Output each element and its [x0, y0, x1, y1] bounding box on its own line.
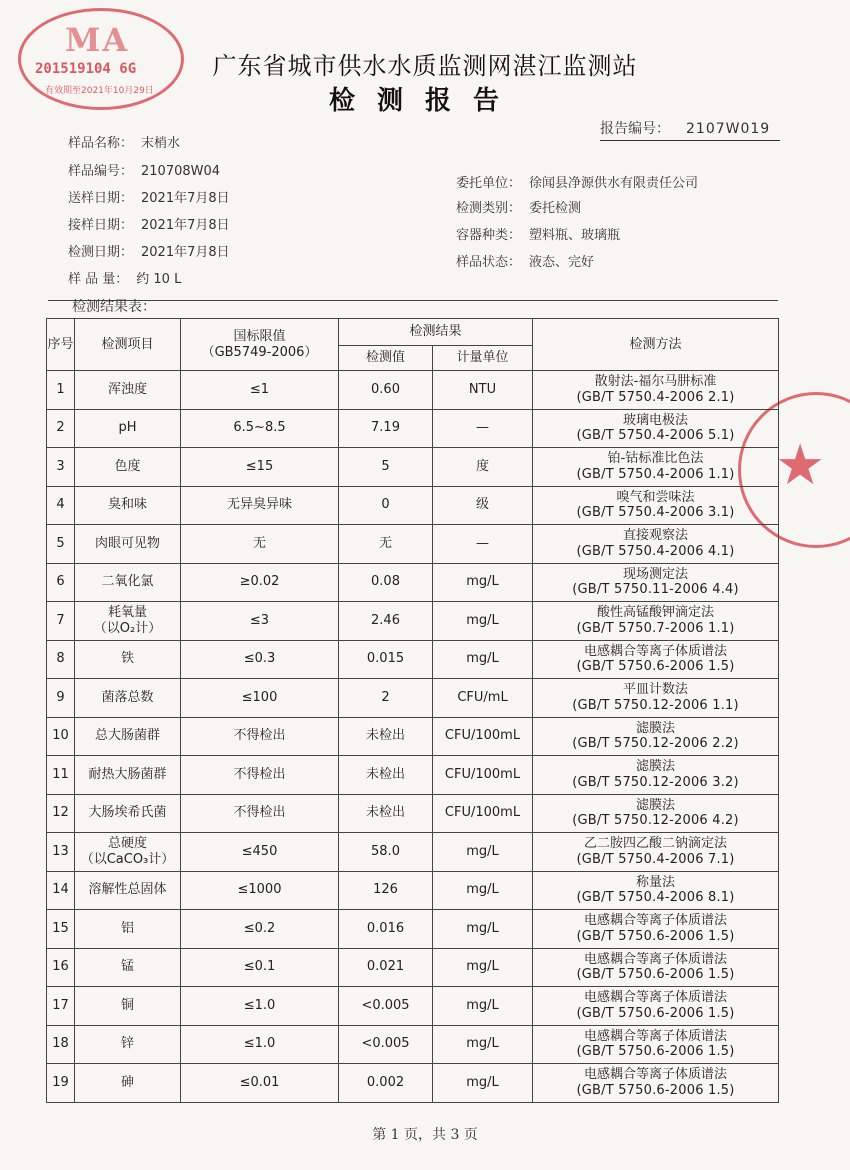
- table-row: [47, 871, 779, 910]
- cell-item: [75, 910, 181, 949]
- cell-seq: 10: [47, 717, 75, 756]
- table-row: [47, 1025, 779, 1064]
- table-row: [47, 717, 779, 756]
- cell-item-name: 二氧化氯: [101, 574, 154, 590]
- method-name: 酸性高锰酸钾滴定法: [597, 605, 715, 621]
- method-standard-code: (GB/T 5750.6-2006 1.5): [576, 967, 735, 983]
- method-standard-code: (GB/T 5750.12-2006 1.1): [572, 697, 739, 713]
- cell-unit: —: [433, 525, 533, 564]
- sample-info-test-category: 检测类别： 委托检测: [456, 201, 582, 216]
- cell-value: 5: [339, 448, 433, 487]
- cell-item: [75, 948, 181, 987]
- sample-info-state: 样品状态： 液态、完好: [456, 255, 595, 270]
- results-heading: 检测结果表：: [72, 299, 156, 315]
- cell-limit: ≤1000: [181, 871, 339, 910]
- cell-unit: CFU/100mL: [433, 794, 533, 833]
- cell-seq: 18: [47, 1025, 75, 1064]
- method-name: 电感耦合等离子体质谱法: [584, 1028, 728, 1044]
- header-item: 检测项目: [75, 319, 181, 371]
- report-number-value: 2107W019: [686, 121, 771, 137]
- cell-limit: ≤1.0: [181, 987, 339, 1026]
- cell-seq: 19: [47, 1064, 75, 1103]
- sample-info-name: 样品名称： 末梢水: [68, 136, 181, 151]
- cell-seq: 3: [47, 448, 75, 487]
- cell-limit: 无异臭异味: [181, 486, 339, 525]
- cell-seq: 6: [47, 563, 75, 602]
- cell-item-subtitle: （以O₂计）: [93, 620, 162, 636]
- cell-limit: ≤0.1: [181, 948, 339, 987]
- cell-unit: mg/L: [433, 1064, 533, 1103]
- cell-method: [533, 1064, 779, 1103]
- method-standard-code: (GB/T 5750.6-2006 1.5): [576, 1005, 735, 1021]
- cell-item-name: 耐热大肠菌群: [88, 766, 167, 782]
- sample-info-receive-date: 接样日期： 2021年7月8日: [68, 218, 230, 233]
- cell-item: [75, 525, 181, 564]
- cell-item: [75, 833, 181, 872]
- heading-divider: [48, 300, 778, 301]
- cell-method: [533, 717, 779, 756]
- method-name: 电感耦合等离子体质谱法: [584, 1067, 728, 1083]
- cell-method: [533, 794, 779, 833]
- cell-item-subtitle: （以CaCO₃计）: [80, 851, 175, 867]
- cell-method: [533, 679, 779, 718]
- cell-unit: mg/L: [433, 602, 533, 641]
- sample-info-container: 容器种类： 塑料瓶、玻璃瓶: [456, 228, 621, 243]
- method-name: 玻璃电极法: [623, 412, 689, 428]
- table-row: [47, 371, 779, 410]
- cell-seq: 13: [47, 833, 75, 872]
- cell-limit: ≤3: [181, 602, 339, 641]
- cell-seq: 15: [47, 910, 75, 949]
- cell-item: [75, 794, 181, 833]
- report-number-label: 报告编号：: [600, 121, 670, 137]
- table-row: [47, 987, 779, 1026]
- table-row: [47, 910, 779, 949]
- sample-info-quantity: 样 品 量： 约 10 L: [68, 272, 182, 287]
- cell-item-name: 锌: [120, 1036, 134, 1052]
- cell-item-name: 浑浊度: [107, 381, 147, 397]
- cell-value: 未检出: [339, 756, 433, 795]
- method-standard-code: (GB/T 5750.12-2006 2.2): [572, 736, 739, 752]
- cell-limit: ≤0.01: [181, 1064, 339, 1103]
- header-limit-line1: 国标限值: [233, 328, 286, 344]
- cell-item: [75, 371, 181, 410]
- cell-item: [75, 871, 181, 910]
- cell-limit: 不得检出: [181, 794, 339, 833]
- cell-value: 126: [339, 871, 433, 910]
- cell-unit: mg/L: [433, 871, 533, 910]
- cell-limit: 不得检出: [181, 756, 339, 795]
- cell-value: 0.08: [339, 563, 433, 602]
- table-row: [47, 563, 779, 602]
- cell-item: [75, 486, 181, 525]
- cell-method: [533, 486, 779, 525]
- method-standard-code: (GB/T 5750.11-2006 4.4): [572, 582, 739, 598]
- cell-limit: ≤100: [181, 679, 339, 718]
- method-standard-code: (GB/T 5750.12-2006 4.2): [572, 813, 739, 829]
- cell-item: [75, 717, 181, 756]
- cell-method: [533, 525, 779, 564]
- header-result-group: 检测结果: [339, 319, 533, 346]
- cell-unit: mg/L: [433, 948, 533, 987]
- header-value: 检测值: [339, 346, 433, 371]
- method-standard-code: (GB/T 5750.4-2006 1.1): [576, 466, 735, 482]
- cell-seq: 12: [47, 794, 75, 833]
- method-name: 滤膜法: [636, 759, 676, 775]
- sample-info-delivery-date: 送样日期： 2021年7月8日: [68, 191, 230, 206]
- cell-value: 0.002: [339, 1064, 433, 1103]
- method-name: 散射法-福尔马肼标准: [594, 374, 717, 390]
- cell-seq: 8: [47, 640, 75, 679]
- method-standard-code: (GB/T 5750.6-2006 1.5): [576, 1044, 735, 1060]
- method-standard-code: (GB/T 5750.12-2006 3.2): [572, 774, 739, 790]
- report-title: 检测报告: [328, 86, 521, 116]
- cell-value: 0: [339, 486, 433, 525]
- sample-info-test-date: 检测日期： 2021年7月8日: [68, 245, 230, 260]
- cell-value: 0.016: [339, 910, 433, 949]
- cell-unit: NTU: [433, 371, 533, 410]
- cell-item-name: 耗氧量: [107, 605, 147, 621]
- cell-value: 未检出: [339, 794, 433, 833]
- method-name: 称量法: [636, 874, 676, 890]
- cell-unit: 级: [433, 486, 533, 525]
- table-row: [47, 486, 779, 525]
- cell-seq: 14: [47, 871, 75, 910]
- method-name: 电感耦合等离子体质谱法: [584, 643, 728, 659]
- cell-limit: ≤450: [181, 833, 339, 872]
- cell-value: 未检出: [339, 717, 433, 756]
- cell-unit: mg/L: [433, 563, 533, 602]
- table-row: [47, 756, 779, 795]
- method-standard-code: (GB/T 5750.4-2006 8.1): [576, 890, 735, 906]
- cell-unit: mg/L: [433, 987, 533, 1026]
- cell-seq: 7: [47, 602, 75, 641]
- cell-value: 0.021: [339, 948, 433, 987]
- cell-item-name: 锰: [120, 959, 134, 975]
- method-name: 嗅气和尝味法: [616, 489, 695, 505]
- cell-value: 2.46: [339, 602, 433, 641]
- method-name: 滤膜法: [636, 720, 676, 736]
- table-row: [47, 640, 779, 679]
- method-standard-code: (GB/T 5750.7-2006 1.1): [576, 620, 735, 636]
- results-table: [46, 318, 779, 1103]
- cell-item: [75, 563, 181, 602]
- cell-item-name: 铝: [120, 920, 134, 936]
- method-name: 铂-钴标准比色法: [607, 451, 704, 467]
- cell-seq: 9: [47, 679, 75, 718]
- cell-limit: ≤1.0: [181, 1025, 339, 1064]
- cell-unit: CFU/100mL: [433, 756, 533, 795]
- cell-method: [533, 756, 779, 795]
- method-standard-code: (GB/T 5750.6-2006 1.5): [576, 928, 735, 944]
- method-name: 乙二胺四乙酸二钠滴定法: [584, 836, 728, 852]
- cell-method: [533, 448, 779, 487]
- table-row: [47, 794, 779, 833]
- cell-seq: 16: [47, 948, 75, 987]
- table-row: [47, 409, 779, 448]
- cell-method: [533, 602, 779, 641]
- seal-star-icon: ★: [775, 433, 826, 498]
- cell-item: [75, 409, 181, 448]
- header-unit: 计量单位: [433, 346, 533, 371]
- table-row: [47, 679, 779, 718]
- cell-method: [533, 871, 779, 910]
- cell-item-name: 臭和味: [107, 497, 147, 513]
- cell-item: [75, 679, 181, 718]
- table-row: [47, 948, 779, 987]
- cell-limit: 无: [181, 525, 339, 564]
- cma-expiry-text: 有效期至2021年10月29日: [45, 86, 154, 96]
- cell-unit: mg/L: [433, 910, 533, 949]
- cell-item: [75, 1064, 181, 1103]
- method-name: 电感耦合等离子体质谱法: [584, 951, 728, 967]
- cell-item-name: 溶解性总固体: [88, 882, 167, 898]
- report-number: [600, 118, 780, 141]
- cell-unit: mg/L: [433, 640, 533, 679]
- method-name: 现场测定法: [623, 566, 689, 582]
- cell-seq: 5: [47, 525, 75, 564]
- cell-item-name: 菌落总数: [101, 689, 154, 705]
- cell-item-name: pH: [118, 420, 137, 436]
- cell-unit: —: [433, 409, 533, 448]
- method-name: 直接观察法: [623, 528, 689, 544]
- cell-limit: ≤15: [181, 448, 339, 487]
- cell-item-name: 总硬度: [107, 836, 147, 852]
- cell-item-name: 铜: [120, 997, 134, 1013]
- cell-method: [533, 563, 779, 602]
- method-standard-code: (GB/T 5750.6-2006 1.5): [576, 1082, 735, 1098]
- cell-unit: mg/L: [433, 833, 533, 872]
- method-name: 电感耦合等离子体质谱法: [584, 990, 728, 1006]
- cell-method: [533, 910, 779, 949]
- header-method: 检测方法: [533, 319, 779, 371]
- page-footer: 第 1 页，共 3 页: [372, 1127, 478, 1143]
- sample-info-client: 委托单位： 徐闻县净源供水有限责任公司: [456, 176, 699, 191]
- table-row: [47, 448, 779, 487]
- cell-value: 7.19: [339, 409, 433, 448]
- header-limit-line2: （GB5749-2006）: [201, 344, 318, 360]
- cell-method: [533, 371, 779, 410]
- method-standard-code: (GB/T 5750.4-2006 4.1): [576, 543, 735, 559]
- table-row: [47, 833, 779, 872]
- method-name: 滤膜法: [636, 797, 676, 813]
- cell-item-name: 总大肠菌群: [94, 728, 160, 744]
- cell-value: 2: [339, 679, 433, 718]
- cell-item: [75, 756, 181, 795]
- table-row: [47, 1064, 779, 1103]
- cell-seq: 1: [47, 371, 75, 410]
- table-row: [47, 525, 779, 564]
- method-standard-code: (GB/T 5750.4-2006 7.1): [576, 851, 735, 867]
- cell-item: [75, 640, 181, 679]
- cell-value: 0.60: [339, 371, 433, 410]
- cell-item-name: 肉眼可见物: [94, 535, 160, 551]
- cell-item: [75, 602, 181, 641]
- cell-unit: CFU/100mL: [433, 717, 533, 756]
- cell-seq: 11: [47, 756, 75, 795]
- cell-limit: ≤0.3: [181, 640, 339, 679]
- cell-limit: ≤1: [181, 371, 339, 410]
- cell-method: [533, 409, 779, 448]
- cell-item-name: 砷: [120, 1074, 134, 1090]
- cell-seq: 2: [47, 409, 75, 448]
- cell-unit: 度: [433, 448, 533, 487]
- cell-item-name: 铁: [120, 651, 134, 667]
- cell-item-name: 大肠埃希氏菌: [88, 805, 167, 821]
- sample-info-code: 样品编号： 210708W04: [68, 164, 221, 179]
- cell-value: <0.005: [339, 987, 433, 1026]
- header-seq: 序号: [47, 319, 75, 371]
- cma-logo-text: MA: [65, 21, 130, 59]
- cell-method: [533, 640, 779, 679]
- cell-limit: 6.5~8.5: [181, 409, 339, 448]
- cell-item: [75, 1025, 181, 1064]
- organization-title: 广东省城市供水水质监测网湛江监测站: [212, 52, 638, 80]
- cell-method: [533, 1025, 779, 1064]
- cell-limit: 不得检出: [181, 717, 339, 756]
- cell-unit: mg/L: [433, 1025, 533, 1064]
- method-standard-code: (GB/T 5750.4-2006 3.1): [576, 505, 735, 521]
- cell-seq: 17: [47, 987, 75, 1026]
- cell-value: 58.0: [339, 833, 433, 872]
- cell-unit: CFU/mL: [433, 679, 533, 718]
- cell-method: [533, 833, 779, 872]
- cell-item: [75, 987, 181, 1026]
- cell-item: [75, 448, 181, 487]
- method-standard-code: (GB/T 5750.4-2006 2.1): [576, 389, 735, 405]
- cell-seq: 4: [47, 486, 75, 525]
- cell-method: [533, 987, 779, 1026]
- cell-item-name: 色度: [114, 458, 141, 474]
- method-name: 平皿计数法: [623, 682, 689, 698]
- method-standard-code: (GB/T 5750.4-2006 5.1): [576, 428, 735, 444]
- cell-value: 0.015: [339, 640, 433, 679]
- cell-method: [533, 948, 779, 987]
- method-standard-code: (GB/T 5750.6-2006 1.5): [576, 659, 735, 675]
- table-row: [47, 602, 779, 641]
- cell-value: <0.005: [339, 1025, 433, 1064]
- method-name: 电感耦合等离子体质谱法: [584, 913, 728, 929]
- cell-value: 无: [339, 525, 433, 564]
- header-limit: [181, 319, 339, 371]
- cell-limit: ≥0.02: [181, 563, 339, 602]
- cma-certificate-number: 201519104 6G: [35, 61, 137, 77]
- cell-limit: ≤0.2: [181, 910, 339, 949]
